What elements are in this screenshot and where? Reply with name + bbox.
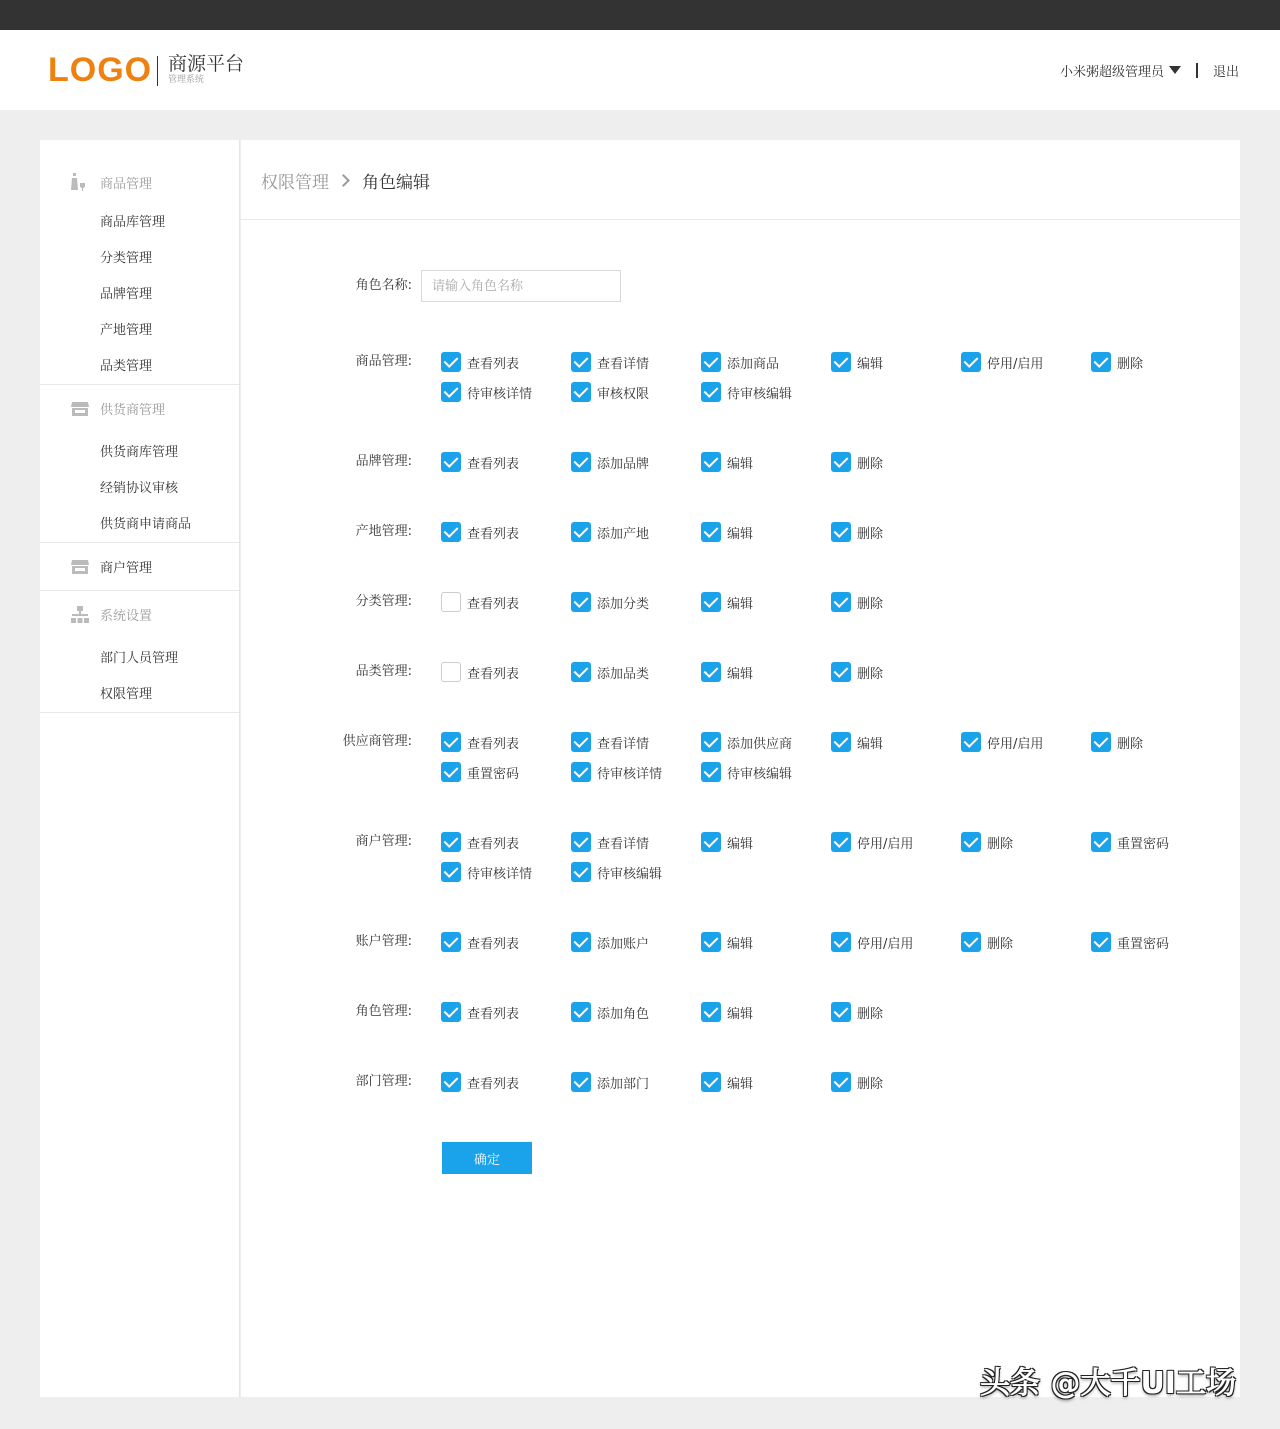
permission-label: 添加供应商	[727, 736, 793, 752]
checkbox-checked-icon[interactable]	[571, 592, 591, 612]
permission-checkbox-item[interactable]	[701, 377, 831, 407]
checkbox-checked-icon[interactable]	[441, 452, 461, 472]
permission-checkbox-item[interactable]	[441, 857, 571, 887]
permission-label: 编辑	[857, 356, 884, 372]
permission-label: 删除	[857, 596, 884, 612]
checkbox-checked-icon[interactable]	[701, 832, 721, 852]
nav-group-title-products[interactable]	[40, 140, 239, 202]
permission-label: 编辑	[727, 526, 754, 542]
permission-label: 停用/启用	[857, 836, 914, 852]
chevron-right-icon	[337, 174, 350, 187]
permission-checkbox-item[interactable]	[571, 927, 701, 957]
permission-checkbox-item[interactable]	[701, 347, 831, 377]
permission-row	[441, 1067, 1221, 1097]
permission-group-label: 分类管理:	[355, 594, 412, 609]
permission-label: 查看列表	[467, 456, 520, 472]
permission-label: 查看列表	[467, 526, 520, 542]
permission-row	[441, 517, 1221, 547]
permission-label: 编辑	[727, 1076, 754, 1092]
permission-checkbox-item[interactable]	[701, 997, 831, 1027]
permission-label: 查看列表	[467, 356, 520, 372]
checkbox-checked-icon[interactable]	[701, 452, 721, 472]
permission-checkbox-item[interactable]	[571, 657, 701, 687]
sidebar-item-department-staff[interactable]: 部门人员管理	[100, 650, 179, 666]
permission-checkbox-item[interactable]	[571, 587, 701, 617]
nav-group-label: 系统设置	[100, 609, 153, 624]
checkbox-checked-icon[interactable]	[571, 932, 591, 952]
permission-label: 编辑	[727, 456, 754, 472]
permission-label: 查看列表	[467, 1076, 520, 1092]
checkbox-checked-icon[interactable]	[571, 732, 591, 752]
permission-label: 重置密码	[1117, 836, 1170, 852]
permission-row	[441, 727, 1221, 787]
store-icon	[70, 399, 90, 419]
breadcrumb-parent[interactable]: 权限管理	[261, 172, 329, 193]
top-bar	[0, 0, 1280, 30]
permission-checkbox-item[interactable]	[571, 857, 701, 887]
permission-label: 待审核详情	[467, 386, 533, 402]
permission-label: 添加产地	[597, 526, 650, 542]
checkbox-checked-icon[interactable]	[1091, 352, 1111, 372]
permission-checkbox-item[interactable]	[831, 827, 961, 857]
checkbox-checked-icon[interactable]	[701, 1072, 721, 1092]
permission-checkbox-item[interactable]	[571, 347, 701, 377]
checkbox-checked-icon[interactable]	[831, 732, 851, 752]
logo[interactable]: LOGO	[48, 51, 153, 89]
checkbox-checked-icon[interactable]	[831, 452, 851, 472]
breadcrumb	[261, 168, 430, 192]
permission-row	[441, 927, 1221, 957]
checkbox-checked-icon[interactable]	[571, 1002, 591, 1022]
checkbox-checked-icon[interactable]	[571, 352, 591, 372]
sidebar-item-product-library[interactable]: 商品库管理	[100, 214, 166, 230]
permission-checkbox-item[interactable]	[571, 517, 701, 547]
permission-label: 编辑	[727, 1006, 754, 1022]
checkbox-checked-icon[interactable]	[571, 522, 591, 542]
permission-label: 查看列表	[467, 836, 520, 852]
checkbox-checked-icon[interactable]	[571, 862, 591, 882]
permission-checkbox-item[interactable]	[571, 1067, 701, 1097]
permission-checkbox-item[interactable]	[961, 927, 1091, 957]
permission-checkbox-item[interactable]	[701, 447, 831, 477]
checkbox-checked-icon[interactable]	[701, 592, 721, 612]
permission-checkbox-item[interactable]	[701, 727, 831, 757]
permission-checkbox-item[interactable]	[441, 927, 571, 957]
permission-label: 编辑	[857, 736, 884, 752]
permission-label: 添加分类	[597, 596, 650, 612]
checkbox-checked-icon[interactable]	[701, 932, 721, 952]
checkbox-checked-icon[interactable]	[1091, 932, 1111, 952]
permission-checkbox-item[interactable]	[701, 927, 831, 957]
checkbox-checked-icon[interactable]	[571, 662, 591, 682]
permission-checkbox-item[interactable]	[441, 377, 571, 407]
permission-group-label: 商品管理:	[355, 354, 412, 369]
permission-row	[441, 447, 1221, 477]
caret-down-icon[interactable]	[1169, 66, 1181, 74]
permission-checkbox-item[interactable]	[441, 997, 571, 1027]
platform-title: 商源平台	[168, 53, 245, 75]
nav-group-label: 商品管理	[100, 176, 153, 192]
shop-icon	[70, 557, 90, 577]
permission-label: 停用/启用	[857, 936, 914, 952]
permission-label: 删除	[857, 666, 884, 682]
permission-checkbox-item[interactable]	[441, 587, 571, 617]
permission-checkbox-item[interactable]	[441, 757, 571, 787]
permission-label: 查看详情	[597, 736, 650, 752]
permission-label: 审核权限	[597, 386, 650, 402]
permission-checkbox-item[interactable]	[571, 827, 701, 857]
nav-group-label: 商户管理	[100, 561, 153, 576]
permission-checkbox-item[interactable]	[571, 997, 701, 1027]
permission-checkbox-item[interactable]	[441, 827, 571, 857]
user-separator	[1196, 63, 1198, 78]
logout-link[interactable]: 退出	[1212, 64, 1239, 80]
permission-checkbox-item[interactable]	[831, 997, 961, 1027]
nav-group-products	[40, 140, 239, 385]
checkbox-checked-icon[interactable]	[441, 762, 461, 782]
permission-label: 重置密码	[1117, 936, 1170, 952]
checkbox-checked-icon[interactable]	[831, 352, 851, 372]
permission-group-label: 部门管理:	[355, 1074, 412, 1089]
permission-label: 查看详情	[597, 836, 650, 852]
permission-checkbox-item[interactable]	[831, 347, 961, 377]
permission-checkbox-item[interactable]	[831, 727, 961, 757]
permission-checkbox-item[interactable]	[1091, 827, 1221, 857]
permission-checkbox-item[interactable]	[571, 377, 701, 407]
permission-checkbox-item[interactable]	[831, 657, 961, 687]
checkbox-checked-icon[interactable]	[961, 932, 981, 952]
permission-checkbox-item[interactable]	[701, 517, 831, 547]
permission-label: 待审核编辑	[597, 866, 663, 882]
checkbox-checked-icon[interactable]	[441, 862, 461, 882]
nav-group-title-merchants[interactable]	[40, 543, 239, 590]
permission-checkbox-item[interactable]	[441, 447, 571, 477]
nav-group-suppliers	[40, 385, 239, 543]
permission-checkbox-item[interactable]	[571, 447, 701, 477]
permission-label: 查看列表	[467, 736, 520, 752]
permission-label: 添加角色	[597, 1006, 650, 1022]
permission-row	[441, 347, 1221, 407]
permission-label: 添加品类	[597, 666, 650, 682]
checkbox-checked-icon[interactable]	[441, 732, 461, 752]
permission-label: 停用/启用	[987, 356, 1044, 372]
checkbox-checked-icon[interactable]	[571, 762, 591, 782]
checkbox-checked-icon[interactable]	[831, 932, 851, 952]
checkbox-checked-icon[interactable]	[571, 832, 591, 852]
permission-label: 添加账户	[597, 936, 650, 952]
checkbox-checked-icon[interactable]	[571, 452, 591, 472]
permission-checkbox-item[interactable]	[701, 657, 831, 687]
permission-label: 删除	[1117, 736, 1144, 752]
permission-group-label: 账户管理:	[355, 934, 412, 949]
sidebar-item-origin[interactable]: 产地管理	[100, 322, 153, 338]
permission-label: 删除	[857, 1006, 884, 1022]
checkbox-checked-icon[interactable]	[441, 932, 461, 952]
permission-label: 删除	[857, 456, 884, 472]
permission-checkbox-item[interactable]	[831, 1067, 961, 1097]
checkbox-checked-icon[interactable]	[571, 1072, 591, 1092]
permission-group-label: 供应商管理:	[342, 734, 412, 749]
permission-label: 待审核编辑	[727, 386, 793, 402]
permission-checkbox-item[interactable]	[831, 587, 961, 617]
nav-group-merchants	[40, 543, 239, 591]
nav-group-title-settings[interactable]	[40, 591, 239, 638]
permission-row	[441, 587, 1221, 617]
permission-label: 删除	[987, 936, 1014, 952]
permission-checkbox-item[interactable]	[441, 657, 571, 687]
org-chart-icon	[70, 605, 90, 625]
permission-checkbox-item[interactable]	[441, 1067, 571, 1097]
checkbox-checked-icon[interactable]	[701, 662, 721, 682]
sidebar-item-category[interactable]: 分类管理	[100, 250, 153, 266]
permission-row	[441, 657, 1221, 687]
checkbox-checked-icon[interactable]	[961, 832, 981, 852]
permission-label: 删除	[857, 526, 884, 542]
permission-label: 编辑	[727, 666, 754, 682]
permission-label: 重置密码	[467, 766, 520, 782]
permission-checkbox-item[interactable]	[1091, 347, 1221, 377]
permission-checkbox-item[interactable]	[1091, 727, 1221, 757]
role-name-input[interactable]	[421, 270, 621, 302]
permission-checkbox-item[interactable]	[831, 927, 961, 957]
permission-group-label: 产地管理:	[355, 524, 412, 539]
checkbox-checked-icon[interactable]	[571, 382, 591, 402]
logo-divider	[157, 56, 158, 86]
permission-checkbox-item[interactable]	[701, 1067, 831, 1097]
confirm-button[interactable]: 确定	[442, 1142, 532, 1174]
permission-label: 删除	[987, 836, 1014, 852]
permission-checkbox-item[interactable]	[571, 757, 701, 787]
checkbox-checked-icon[interactable]	[831, 832, 851, 852]
checkbox-checked-icon[interactable]	[831, 1002, 851, 1022]
permission-checkbox-item[interactable]	[1091, 927, 1221, 957]
nav-group-title-suppliers[interactable]	[40, 385, 239, 432]
checkbox-checked-icon[interactable]	[441, 1002, 461, 1022]
sidebar	[40, 140, 240, 1397]
permission-checkbox-item[interactable]	[831, 517, 961, 547]
checkbox-checked-icon[interactable]	[961, 732, 981, 752]
main-panel	[241, 140, 1240, 1397]
platform-subtitle: 管理系统	[168, 75, 205, 85]
checkbox-checked-icon[interactable]	[441, 522, 461, 542]
permission-row	[441, 827, 1221, 887]
permission-checkbox-item[interactable]	[961, 727, 1091, 757]
checkbox-checked-icon[interactable]	[1091, 832, 1111, 852]
permission-label: 编辑	[727, 836, 754, 852]
checkbox-checked-icon[interactable]	[831, 662, 851, 682]
checkbox-checked-icon[interactable]	[831, 1072, 851, 1092]
checkbox-checked-icon[interactable]	[1091, 732, 1111, 752]
permission-label: 待审核详情	[597, 766, 663, 782]
permission-checkbox-item[interactable]	[701, 587, 831, 617]
sidebar-item-permissions[interactable]: 权限管理	[100, 686, 153, 702]
permission-label: 停用/启用	[987, 736, 1044, 752]
checkbox-unchecked-icon[interactable]	[441, 662, 461, 682]
permission-group-label: 品类管理:	[355, 664, 412, 679]
checkbox-checked-icon[interactable]	[701, 352, 721, 372]
checkbox-checked-icon[interactable]	[441, 352, 461, 372]
sidebar-item-agreement-review[interactable]: 经销协议审核	[100, 480, 179, 496]
permission-group-label: 品牌管理:	[355, 454, 412, 469]
checkbox-checked-icon[interactable]	[701, 1002, 721, 1022]
permission-checkbox-item[interactable]	[961, 827, 1091, 857]
header	[0, 30, 1280, 110]
permission-checkbox-item[interactable]	[571, 727, 701, 757]
permission-label: 编辑	[727, 596, 754, 612]
sidebar-item-brand[interactable]: 品牌管理	[100, 286, 153, 302]
permission-label: 查看列表	[467, 666, 520, 682]
checkbox-checked-icon[interactable]	[441, 382, 461, 402]
breadcrumb-current: 角色编辑	[362, 172, 430, 193]
permission-label: 添加部门	[597, 1076, 650, 1092]
header-divider	[241, 219, 1240, 220]
permission-checkbox-item[interactable]	[701, 757, 831, 787]
permission-label: 待审核编辑	[727, 766, 793, 782]
permission-label: 查看列表	[467, 1006, 520, 1022]
checkbox-checked-icon[interactable]	[701, 382, 721, 402]
permission-label: 查看列表	[467, 596, 520, 612]
permission-checkbox-item[interactable]	[441, 727, 571, 757]
permission-label: 删除	[857, 1076, 884, 1092]
permission-label: 添加品牌	[597, 456, 650, 472]
watermark: 头条 @大千UI工场	[980, 1366, 1236, 1401]
permission-checkbox-item[interactable]	[831, 447, 961, 477]
sidebar-item-product-type[interactable]: 品类管理	[100, 358, 153, 374]
checkbox-checked-icon[interactable]	[701, 732, 721, 752]
checkbox-checked-icon[interactable]	[441, 832, 461, 852]
role-name-label: 角色名称:	[355, 278, 412, 293]
sidebar-item-supplier-apply[interactable]: 供货商申请商品	[100, 516, 192, 532]
checkbox-unchecked-icon[interactable]	[441, 592, 461, 612]
permission-checkbox-item[interactable]	[441, 347, 571, 377]
checkbox-checked-icon[interactable]	[961, 352, 981, 372]
permission-label: 删除	[1117, 356, 1144, 372]
user-area	[1060, 60, 1239, 80]
checkbox-checked-icon[interactable]	[701, 522, 721, 542]
permission-label: 编辑	[727, 936, 754, 952]
permission-label: 查看详情	[597, 356, 650, 372]
checkbox-checked-icon[interactable]	[441, 1072, 461, 1092]
sidebar-item-supplier-library[interactable]: 供货商库管理	[100, 444, 179, 460]
checkbox-checked-icon[interactable]	[831, 592, 851, 612]
permission-label: 添加商品	[727, 356, 780, 372]
permission-label: 待审核详情	[467, 866, 533, 882]
permission-row	[441, 997, 1221, 1027]
bottle-icon	[70, 172, 90, 192]
permission-checkbox-item[interactable]	[961, 347, 1091, 377]
permission-group-label: 角色管理:	[355, 1004, 412, 1019]
permission-group-label: 商户管理:	[355, 834, 412, 849]
user-name[interactable]: 小米粥超级管理员	[1059, 64, 1164, 80]
checkbox-checked-icon[interactable]	[701, 762, 721, 782]
permission-label: 查看列表	[467, 936, 520, 952]
permission-checkbox-item[interactable]	[441, 517, 571, 547]
permission-checkbox-item[interactable]	[701, 827, 831, 857]
nav-group-settings	[40, 591, 239, 713]
checkbox-checked-icon[interactable]	[831, 522, 851, 542]
nav-group-label: 供货商管理	[100, 403, 166, 418]
